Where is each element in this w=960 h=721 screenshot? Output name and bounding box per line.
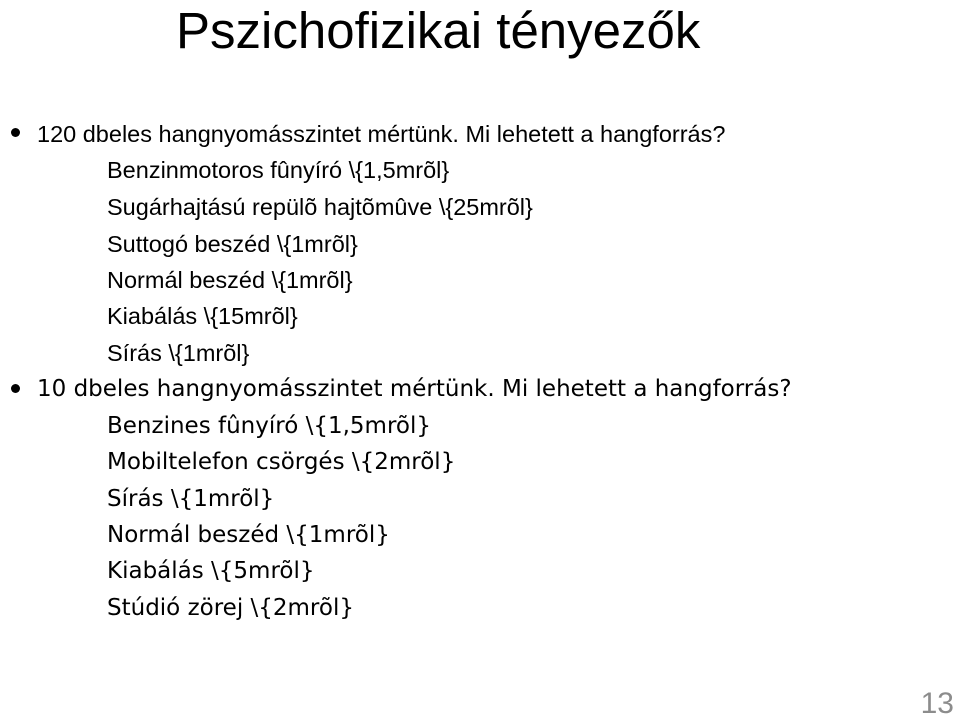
list-item: Normál beszéd \{1mrõl} bbox=[107, 267, 353, 293]
list-item: Mobiltelefon csörgés \{2mrõl} bbox=[107, 449, 456, 475]
list-item: Stúdió zörej \{2mrõl} bbox=[107, 595, 354, 621]
bullet-dot bbox=[11, 128, 20, 137]
list-item: Sírás \{1mrõl} bbox=[107, 486, 275, 512]
list-item: Benzinmotoros fûnyíró \{1,5mrõl} bbox=[107, 157, 450, 183]
list-item: Kiabálás \{5mrõl} bbox=[107, 558, 315, 584]
list-item: Sugárhajtású repülõ hajtõmûve \{25mrõl} bbox=[107, 194, 533, 220]
bullet-text: 10 dbeles hangnyomásszintet mértünk. Mi lehetett a hangforrás? bbox=[37, 376, 792, 402]
list-item: Suttogó beszéd \{1mrõl} bbox=[107, 231, 358, 257]
slide-number: 13 bbox=[920, 687, 954, 720]
list-item: Benzines fûnyíró \{1,5mrõl} bbox=[107, 413, 431, 439]
bullet-text: 120 dbeles hangnyomásszintet mértünk. Mi lehetett a hangforrás? bbox=[37, 121, 726, 147]
bullet-dot bbox=[11, 384, 20, 393]
list-item: Normál beszéd \{1mrõl} bbox=[107, 522, 390, 548]
list-item: Kiabálás \{15mrõl} bbox=[107, 303, 298, 329]
list-item: Sírás \{1mrõl} bbox=[107, 340, 250, 366]
slide-title: Pszichofizikai tényezők bbox=[176, 2, 701, 59]
